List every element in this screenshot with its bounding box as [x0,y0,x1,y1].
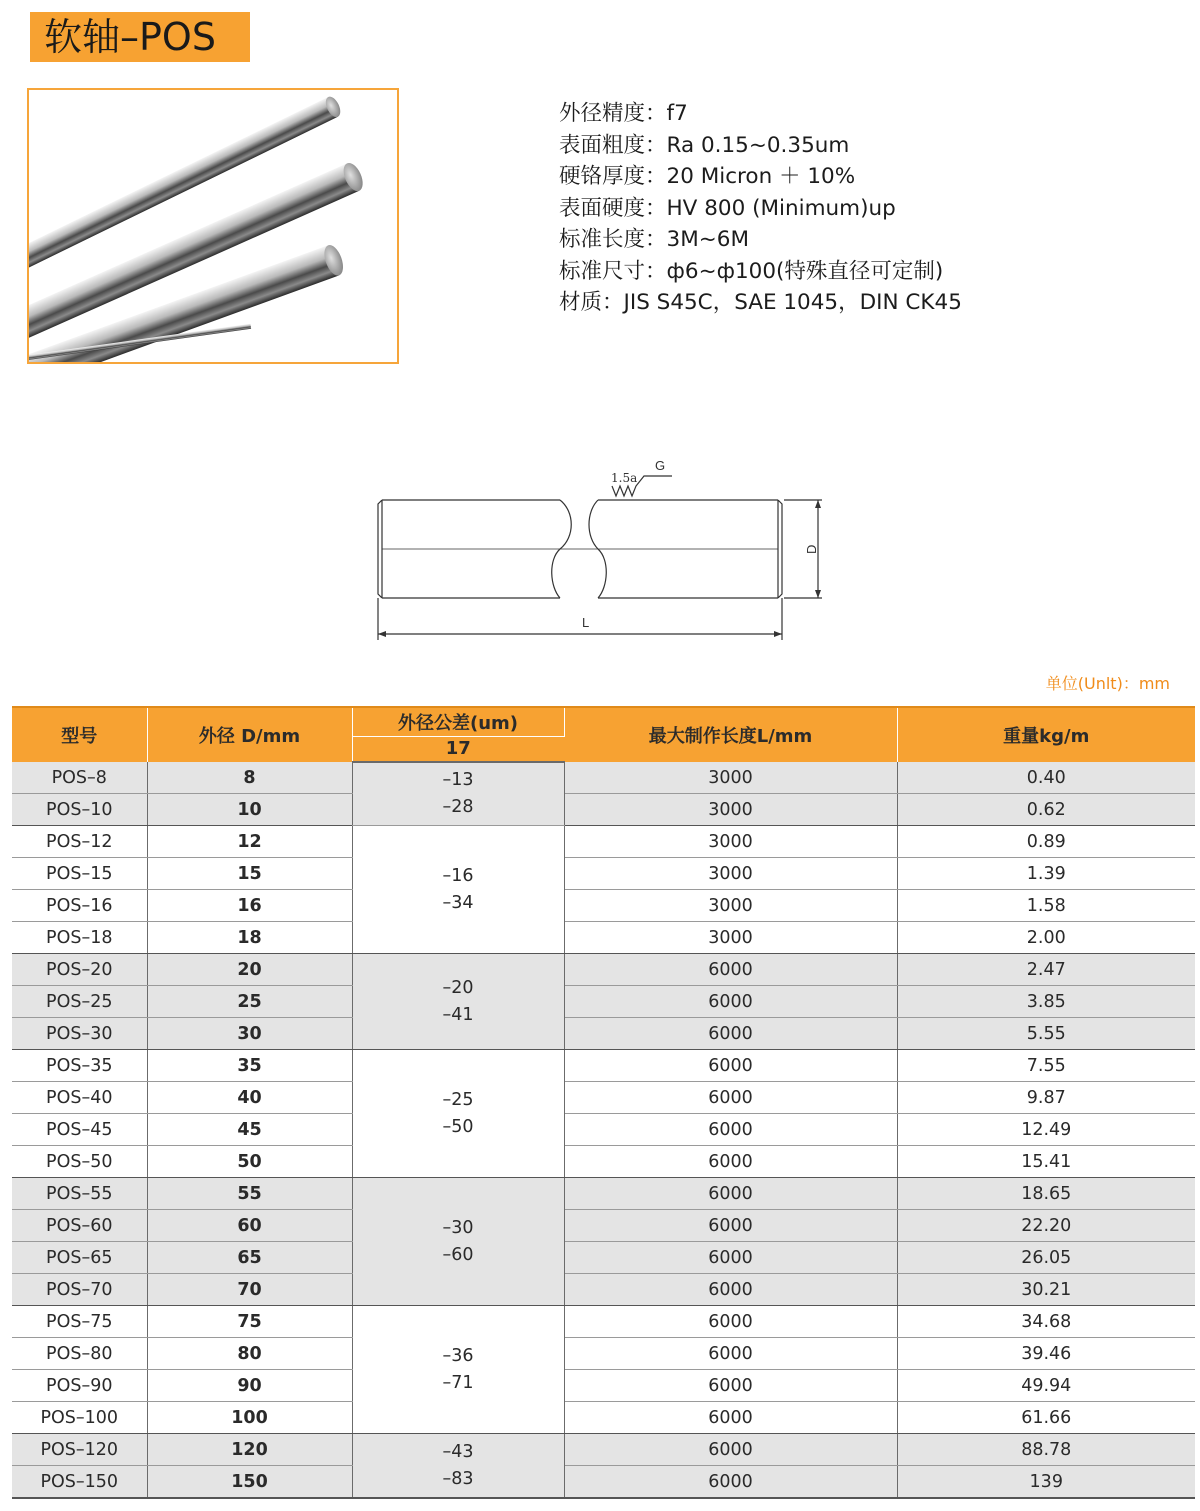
table-row [12,1402,1195,1434]
table-cell: 12 [147,826,352,858]
table-row [12,890,1195,922]
table-cell: POS–65 [12,1242,147,1274]
table-cell: 1.39 [897,858,1195,890]
table-cell: 6000 [564,1306,897,1338]
tolerance-cell: –25 –50 [352,1050,564,1178]
table-cell: 60 [147,1210,352,1242]
table-cell: 16 [147,890,352,922]
table-cell: 6000 [564,1146,897,1178]
table-row [12,1242,1195,1274]
table-cell: 10 [147,794,352,826]
table-cell: 100 [147,1402,352,1434]
header-diameter: 外径 D/mm [147,707,352,762]
table-row [12,1338,1195,1370]
table-cell: 45 [147,1114,352,1146]
table-cell: 0.62 [897,794,1195,826]
length-label: L [582,615,590,630]
table-cell: POS–8 [12,762,147,794]
table-cell: 6000 [564,1050,897,1082]
table-cell: POS–20 [12,954,147,986]
table-cell: POS–12 [12,826,147,858]
table-cell: 3000 [564,826,897,858]
table-row [12,1082,1195,1114]
table-cell: POS–70 [12,1274,147,1306]
table-cell: 50 [147,1146,352,1178]
table-cell: 6000 [564,1210,897,1242]
table-cell: 70 [147,1274,352,1306]
table-cell: POS–40 [12,1082,147,1114]
table-cell: 5.55 [897,1018,1195,1050]
table-cell: 55 [147,1178,352,1210]
table-cell: POS–100 [12,1402,147,1434]
table-row [12,1114,1195,1146]
table-cell: 6000 [564,1338,897,1370]
table-row [12,1018,1195,1050]
table-cell: 61.66 [897,1402,1195,1434]
table-cell: POS–55 [12,1178,147,1210]
table-cell: 6000 [564,1082,897,1114]
table-cell: 150 [147,1466,352,1499]
table-cell: 6000 [564,1114,897,1146]
table-cell: 6000 [564,1434,897,1466]
table-cell: POS–45 [12,1114,147,1146]
table-row [12,954,1195,986]
table-cell: POS–60 [12,1210,147,1242]
table-cell: POS–18 [12,922,147,954]
spec-standard-length: 标准长度：3M~6M [559,227,749,252]
spec-list [559,98,962,319]
table-row [12,794,1195,826]
table-row [12,1050,1195,1082]
spec-surface-hardness: 表面硬度：HV 800 (Minimum)up [559,195,896,221]
spec-table [12,706,1195,1499]
tolerance-cell: –20 –41 [352,954,564,1050]
table-cell: 6000 [564,1178,897,1210]
table-row [12,1146,1195,1178]
table-cell: POS–50 [12,1146,147,1178]
header-tolerance-grade: 17 [352,736,564,762]
table-cell: 12.49 [897,1114,1195,1146]
table-cell: 139 [897,1466,1195,1499]
tolerance-cell: –13 –28 [352,762,564,826]
table-row [12,1274,1195,1306]
table-cell: 90 [147,1370,352,1402]
table-cell: 6000 [564,986,897,1018]
table-cell: 6000 [564,1402,897,1434]
table-cell: POS–80 [12,1338,147,1370]
table-row [12,826,1195,858]
table-cell: 8 [147,762,352,794]
spec-chrome-thickness: 硬铬厚度：20 Micron ＋ 10% [559,164,856,189]
table-cell: 88.78 [897,1434,1195,1466]
header-max-length: 最大制作长度L/mm [564,707,897,762]
table-cell: 2.00 [897,922,1195,954]
header-model: 型号 [12,707,147,762]
table-row [12,1178,1195,1210]
table-cell: 120 [147,1434,352,1466]
table-row [12,1210,1195,1242]
table-cell: POS–25 [12,986,147,1018]
table-cell: 49.94 [897,1370,1195,1402]
table-cell: 15.41 [897,1146,1195,1178]
table-row [12,1434,1195,1466]
table-row [12,1466,1195,1499]
table-cell: POS–120 [12,1434,147,1466]
table-cell: 0.89 [897,826,1195,858]
table-cell: 22.20 [897,1210,1195,1242]
table-cell: 75 [147,1306,352,1338]
table-cell: 26.05 [897,1242,1195,1274]
table-row [12,986,1195,1018]
table-cell: 3000 [564,794,897,826]
table-cell: 65 [147,1242,352,1274]
spec-surface-roughness: 表面粗度：Ra 0.15~0.35um [559,132,850,158]
table-cell: 15 [147,858,352,890]
table-cell: 3000 [564,922,897,954]
table-cell: 6000 [564,954,897,986]
table-cell: 35 [147,1050,352,1082]
table-cell: 6000 [564,1274,897,1306]
table-cell: 3000 [564,762,897,794]
roughness-label: 1.5a [611,471,638,485]
header-tolerance: 外径公差(um) [352,707,564,736]
table-row [12,922,1195,954]
product-photo [27,88,399,364]
table-cell: 3000 [564,858,897,890]
table-cell: 18 [147,922,352,954]
table-cell: 2.47 [897,954,1195,986]
header-weight: 重量kg/m [897,707,1195,762]
table-cell: POS–90 [12,1370,147,1402]
table-row [12,762,1195,794]
spec-material: 材质：JIS S45C，SAE 1045，DIN CK45 [559,290,962,315]
diameter-label: D [804,544,819,554]
tolerance-cell: –30 –60 [352,1178,564,1306]
finish-symbol: G [655,458,666,473]
table-cell: 3.85 [897,986,1195,1018]
table-cell: 6000 [564,1466,897,1499]
table-cell: 6000 [564,1018,897,1050]
tolerance-cell: –43 –83 [352,1434,564,1499]
spec-standard-size: 标准尺寸：ф6~ф100(特殊直径可定制) [559,258,944,284]
table-cell: 25 [147,986,352,1018]
tolerance-cell: –36 –71 [352,1306,564,1434]
table-cell: 30 [147,1018,352,1050]
table-cell: POS–15 [12,858,147,890]
shaft-drawing [360,452,840,652]
table-cell: POS–16 [12,890,147,922]
table-cell: 0.40 [897,762,1195,794]
table-cell: 3000 [564,890,897,922]
page-title: 软轴–POS [30,12,250,62]
table-row [12,1306,1195,1338]
table-cell: 40 [147,1082,352,1114]
table-cell: 6000 [564,1370,897,1402]
table-cell: 20 [147,954,352,986]
table-cell: 39.46 [897,1338,1195,1370]
steel-shafts-image [29,90,397,362]
table-cell: 18.65 [897,1178,1195,1210]
table-body [12,762,1195,1498]
table-cell: 80 [147,1338,352,1370]
table-cell: POS–35 [12,1050,147,1082]
table-cell: 30.21 [897,1274,1195,1306]
table-cell: 7.55 [897,1050,1195,1082]
table-row [12,858,1195,890]
spec-outer-precision: 外径精度：f7 [559,101,688,126]
table-cell: POS–30 [12,1018,147,1050]
table-cell: 9.87 [897,1082,1195,1114]
table-cell: POS–150 [12,1466,147,1499]
table-cell: POS–75 [12,1306,147,1338]
table-row [12,1370,1195,1402]
table-cell: POS–10 [12,794,147,826]
table-cell: 6000 [564,1242,897,1274]
unit-note: 单位(Unlt)：mm [1045,674,1170,693]
table-cell: 1.58 [897,890,1195,922]
table-cell: 34.68 [897,1306,1195,1338]
tolerance-cell: –16 –34 [352,826,564,954]
